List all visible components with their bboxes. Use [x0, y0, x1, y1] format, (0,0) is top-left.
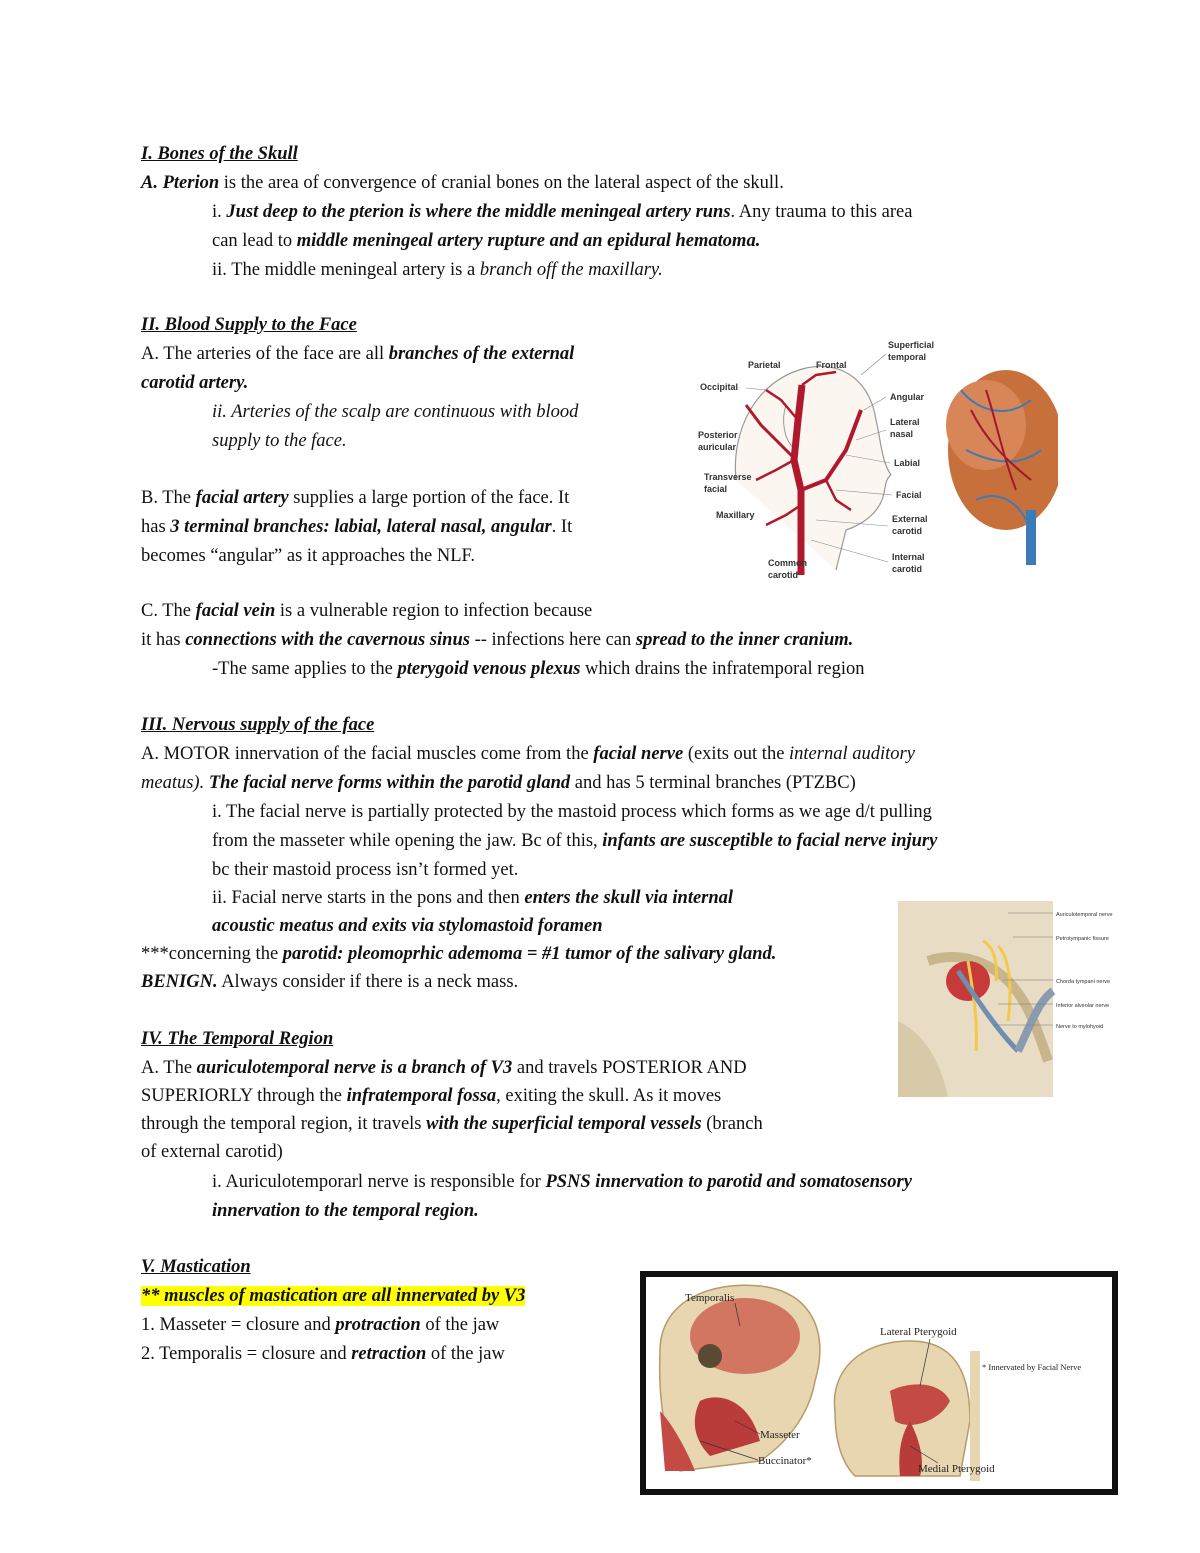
section-4-heading: IV. The Temporal Region	[141, 1029, 334, 1049]
label-lateral: Lateral	[890, 417, 920, 427]
label-superficial: Superficial	[888, 340, 935, 350]
parotid-line: ***concerning the parotid: pleomoprhic ademoma = #1 tumor of the salivary gland.	[141, 944, 777, 964]
section-1-heading: I. Bones of the Skull	[141, 144, 298, 164]
label-auricular: auricular	[698, 442, 737, 452]
face-arteries-figure	[686, 330, 1058, 585]
label-buccinator: Buccinator*	[758, 1455, 812, 1467]
mastication-figure	[640, 1271, 1118, 1495]
label-innervated-note: * Innervated by Facial Nerve	[982, 1362, 1082, 1372]
label-temporal: temporal	[888, 352, 927, 362]
scalp-line-1: ii. Arteries of the scalp are continuous with blood	[212, 402, 579, 422]
auriculotemporal-line: A. The auriculotemporal nerve is a branch of V3 and travels POSTERIOR AND	[141, 1058, 747, 1078]
section-5-heading: V. Mastication	[141, 1257, 251, 1277]
pterion-i2-line: can lead to middle meningeal artery rupture and an epidural hematoma.	[212, 231, 761, 251]
label-labial: Labial	[894, 458, 921, 468]
auriculotemporal-line-2: SUPERIORLY through the infratemporal fossa, exiting the skull. As it moves	[141, 1086, 722, 1106]
label-maxillary: Maxillary	[716, 510, 755, 520]
label-auriculotemporal-nerve: Auriculotemporal nerve	[1056, 912, 1113, 918]
label-common-carotid: carotid	[768, 570, 799, 580]
label-parietal: Parietal	[748, 360, 781, 370]
section-3-heading: III. Nervous supply of the face	[141, 715, 375, 735]
motor-line: A. MOTOR innervation of the facial muscles come from the facial nerve (exits out the internal auditory	[141, 744, 915, 764]
auriculotemporal-line-3: through the temporal region, it travels with the superficial temporal vessels (branch	[141, 1114, 763, 1134]
pterion-line: A. Pterion is the area of convergence of cranial bones on the lateral aspect of the skull.	[141, 173, 784, 193]
label-petrotympanic-fissure: Petrotympanic fissure	[1056, 936, 1109, 942]
masseter-line: 1. Masseter = closure and protraction of the jaw	[141, 1315, 500, 1335]
label-medial-pterygoid: Medial Pterygoid	[918, 1463, 995, 1475]
label-frontal: Frontal	[816, 360, 847, 370]
motor-line-2: meatus). The facial nerve forms within the parotid gland and has 5 terminal branches (PTZBC)	[141, 773, 856, 793]
psns-line-2: innervation to the temporal region.	[212, 1201, 479, 1221]
arteries-line-2: carotid artery.	[141, 373, 249, 393]
label-external: External	[892, 514, 928, 524]
facial-artery-line: B. The facial artery supplies a large portion of the face. It	[141, 488, 570, 508]
facial-artery-line-3: becomes “angular” as it approaches the NLF.	[141, 546, 475, 566]
label-chorda-tympani: Chorda tympani nerve	[1056, 979, 1111, 985]
pons-line-2: acoustic meatus and exits via stylomastoid foramen	[212, 916, 603, 936]
facial-artery-line-2: has 3 terminal branches: labial, lateral nasal, angular. It	[141, 517, 573, 537]
label-internal: Internal	[892, 552, 925, 562]
mastoid-line-2: from the masseter while opening the jaw. Bc of this, infants are susceptible to facial nerve injury	[212, 831, 938, 851]
label-external-carotid: carotid	[892, 526, 923, 536]
temporalis-line: 2. Temporalis = closure and retraction of the jaw	[141, 1344, 505, 1364]
label-masseter: Masseter	[760, 1429, 800, 1441]
label-nerve-to-mylohyoid: Nerve to mylohyoid	[1056, 1024, 1104, 1030]
label-common: Common	[768, 558, 807, 568]
mastoid-line-1: i. The facial nerve is partially protected by the mastoid process which forms as we age d/t pulling	[212, 802, 932, 822]
label-angular: Angular	[890, 392, 925, 402]
facial-vein-line: C. The facial vein is a vulnerable region to infection because	[141, 601, 593, 621]
psns-line-1: i. Auriculotemporarl nerve is responsible for PSNS innervation to parotid and somatosensory	[212, 1172, 912, 1192]
arteries-line: A. The arteries of the face are all branches of the external	[141, 344, 575, 364]
label-inferior-alveolar: Inferior alveolar nerve	[1056, 1003, 1110, 1009]
label-occipital: Occipital	[700, 382, 739, 392]
scalp-line-2: supply to the face.	[212, 431, 347, 451]
mastication-highlight: ** muscles of mastication are all innervated by V3	[141, 1286, 526, 1306]
pterion-i-line: i. Just deep to the pterion is where the middle meningeal artery runs. Any trauma to this area	[212, 202, 913, 222]
auriculotemporal-line-4: of external carotid)	[141, 1142, 283, 1162]
label-lateral-pterygoid: Lateral Pterygoid	[880, 1326, 957, 1338]
label-posterior: Posterior	[698, 430, 738, 440]
nerve-figure	[898, 901, 1160, 1097]
label-nasal: nasal	[890, 429, 914, 439]
pterygoid-line: -The same applies to the pterygoid venous plexus which drains the infratemporal region	[212, 659, 865, 679]
label-facial: Facial	[896, 490, 922, 500]
parotid-line-2: BENIGN. Always consider if there is a neck mass.	[141, 972, 519, 992]
label-transverse: Transverse	[704, 472, 752, 482]
mastoid-line-3: bc their mastoid process isn’t formed yet.	[212, 860, 519, 880]
label-internal-carotid: carotid	[892, 564, 923, 574]
pterion-ii-line: ii. The middle meningeal artery is a branch off the maxillary.	[212, 260, 663, 280]
section-2-heading: II. Blood Supply to the Face	[141, 315, 357, 335]
pons-line-1: ii. Facial nerve starts in the pons and then enters the skull via internal	[212, 888, 734, 908]
facial-vein-line-2: it has connections with the cavernous sinus -- infections here can spread to the inner cranium.	[141, 630, 854, 650]
label-transverse-facial: facial	[704, 484, 728, 494]
label-temporalis: Temporalis	[685, 1292, 735, 1304]
